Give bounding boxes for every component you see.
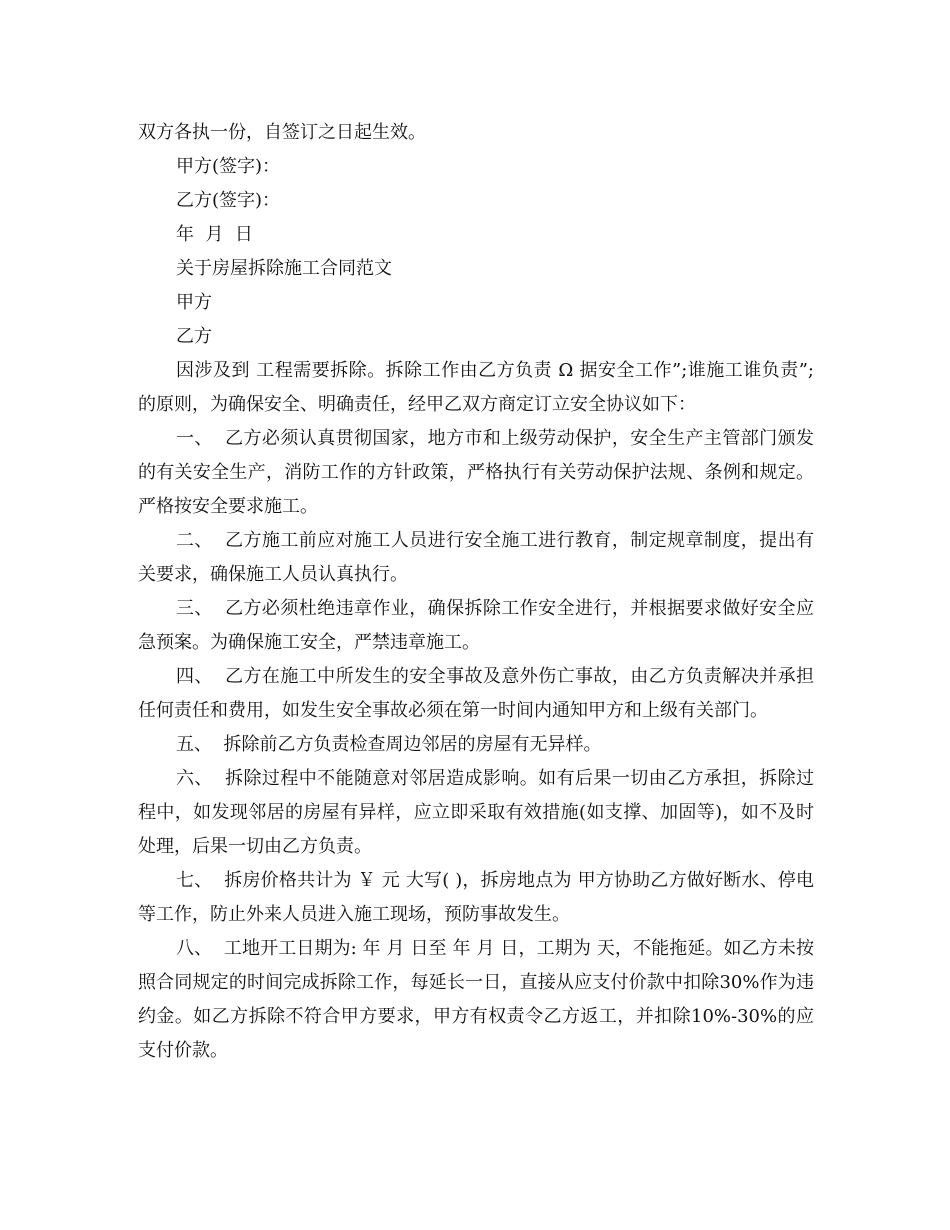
clause-7: 七、 拆房价格共计为 ￥ 元 大写( )，拆房地点为 甲方协助乙方做好断水、停电等工作，防止外来人员进入施工现场，预防事故发生。: [138, 870, 814, 925]
clause-5: 五、 拆除前乙方负责检查周边邻居的房屋有无异样。: [176, 734, 602, 755]
document-body: [138, 116, 814, 1068]
clause-1: 一、 乙方必须认真贯彻国家，地方市和上级劳动保护，安全生产主管部门颁发的有关安全生产，消防工作的方针政策，严格执行有关劳动保护法规、条例和规定。严格按安全要求施工。: [138, 428, 814, 517]
clause-6: 六、 拆除过程中不能随意对邻居造成影响。如有后果一切由乙方承担，拆除过程中，如发现邻居的房屋有异样，应立即采取有效措施(如支撑、加固等)，如不及时处理，后果一切由乙方负责。: [138, 768, 814, 857]
date-line: 年 月 日: [176, 224, 253, 245]
preamble-paragraph: 因涉及到 工程需要拆除。拆除工作由乙方负责 Ω 据安全工作”;谁施工谁负责”;的原则，为确保安全、明确责任，经甲乙双方商定订立安全协议如下：: [138, 360, 814, 415]
party-b-signature: 乙方(签字)：: [176, 190, 281, 211]
party-b-label: 乙方: [176, 326, 212, 347]
clause-2: 二、 乙方施工前应对施工人员进行安全施工进行教育，制定规章制度，提出有关要求，确保施工人员认真执行。: [138, 530, 814, 585]
contract-title: 关于房屋拆除施工合同范文: [176, 258, 392, 279]
clause-8: 八、 工地开工日期为: 年 月 日至 年 月 日，工期为 天，不能拖延。如乙方未按照合同规定的时间完成拆除工作，每延长一日，直接从应支付价款中扣除30%作为违约金。如乙方拆除不符合甲方要求，甲方有权责令乙方返工，并扣除10%-30%的应支付价款。: [138, 938, 814, 1061]
clause-3: 三、 乙方必须杜绝违章作业，确保拆除工作安全进行，并根据要求做好安全应急预案。为确保施工安全，严禁违章施工。: [138, 598, 814, 653]
clause-4: 四、 乙方在施工中所发生的安全事故及意外伤亡事故，由乙方负责解决并承担任何责任和费用，如发生安全事故必须在第一时间内通知甲方和上级有关部门。: [138, 666, 814, 721]
party-a-label: 甲方: [176, 292, 212, 313]
party-a-signature: 甲方(签字)：: [176, 156, 281, 177]
closing-clause: 双方各执一份，自签订之日起生效。: [138, 122, 426, 143]
